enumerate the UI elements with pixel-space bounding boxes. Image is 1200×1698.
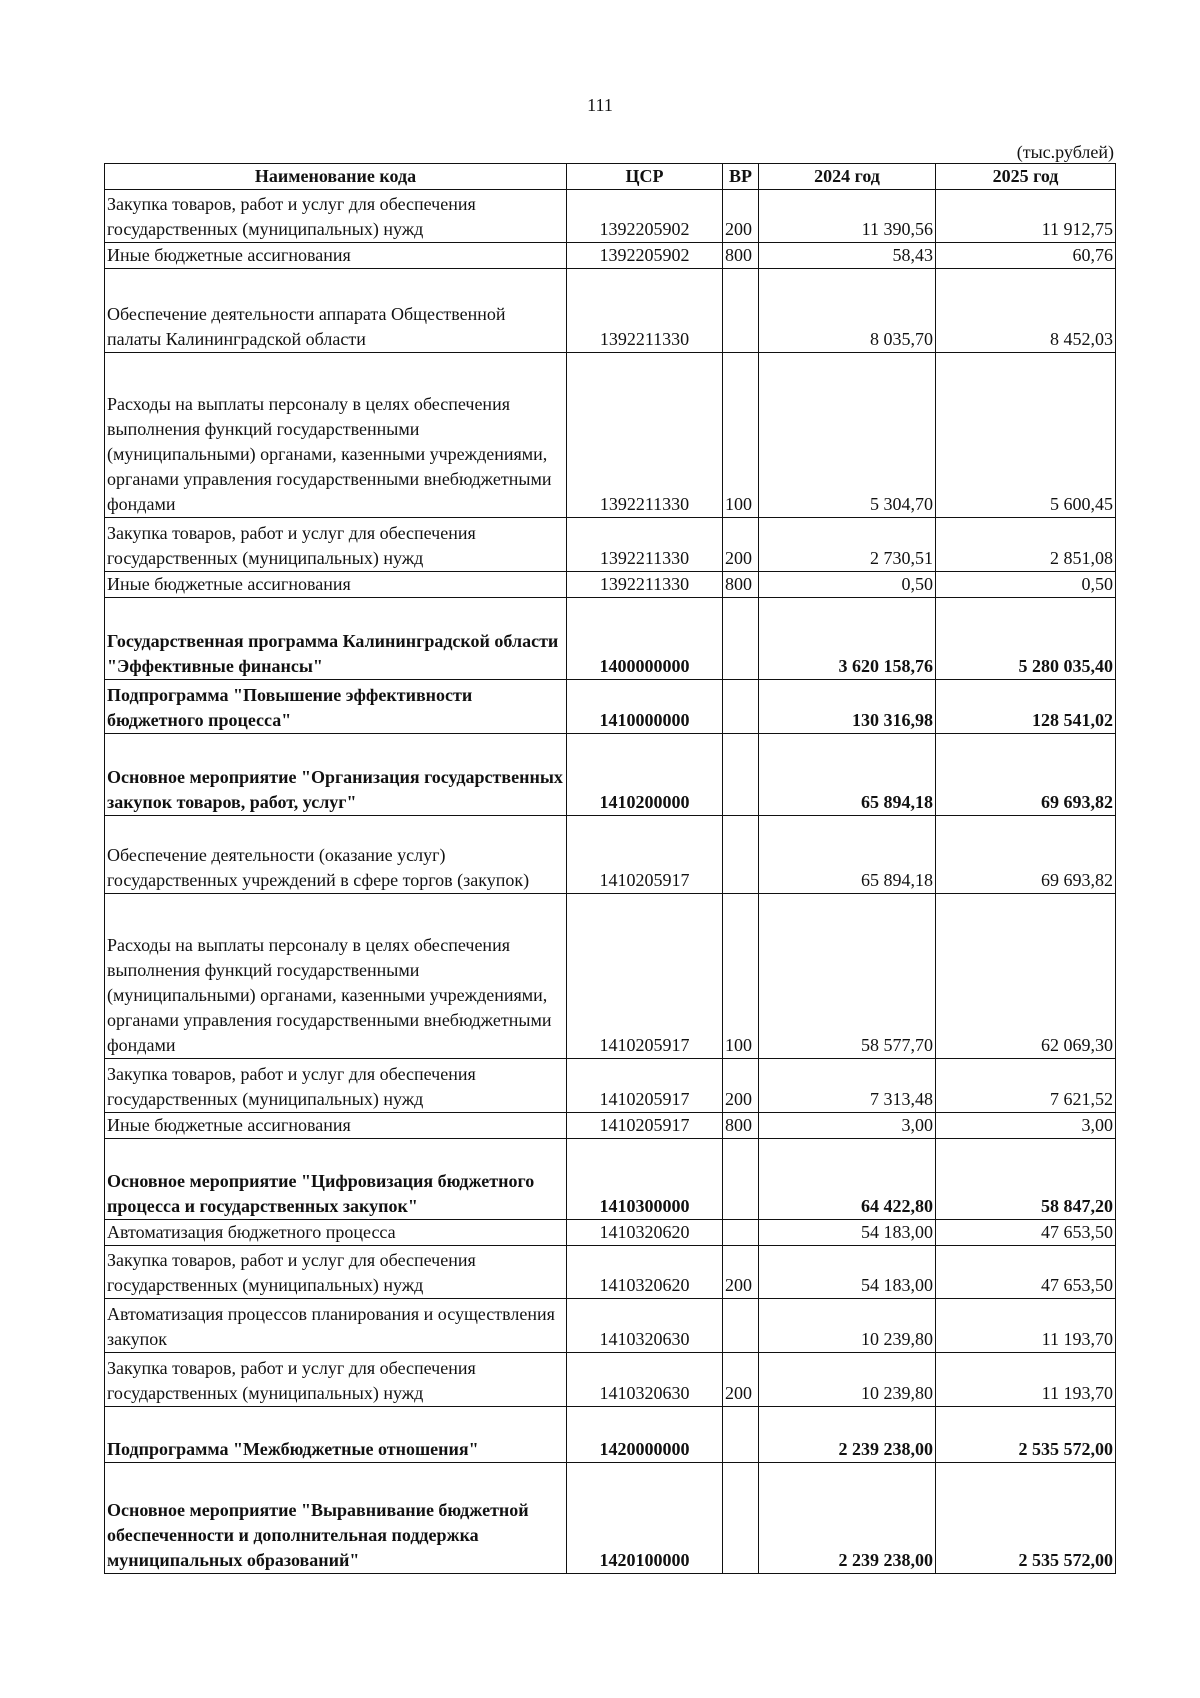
row-vr: 200 xyxy=(723,1059,759,1113)
row-name: Обеспечение деятельности аппарата Общественной палаты Калининградской области xyxy=(105,269,567,353)
row-name: Обеспечение деятельности (оказание услуг) государственных учреждений в сфере торгов (закупок) xyxy=(105,816,567,894)
table-row xyxy=(105,243,1116,269)
row-2025: 128 541,02 xyxy=(936,680,1116,734)
row-csr: 1392211330 xyxy=(567,269,723,353)
table-row xyxy=(105,1139,1116,1220)
table-row xyxy=(105,734,1116,816)
row-name: Закупка товаров, работ и услуг для обеспечения государственных (муниципальных) нужд xyxy=(105,1353,567,1407)
header-2024: 2024 год xyxy=(759,164,936,190)
table-row xyxy=(105,353,1116,518)
page-number: 111 xyxy=(587,95,613,115)
row-2025: 2 535 572,00 xyxy=(936,1407,1116,1463)
row-2024: 5 304,70 xyxy=(759,353,936,518)
row-2025: 2 851,08 xyxy=(936,518,1116,572)
row-csr: 1410205917 xyxy=(567,1059,723,1113)
row-2025: 3,00 xyxy=(936,1113,1116,1139)
row-csr: 1410320630 xyxy=(567,1353,723,1407)
table-row xyxy=(105,269,1116,353)
row-vr: 800 xyxy=(723,1113,759,1139)
row-name: Подпрограмма "Повышение эффективности бюджетного процесса" xyxy=(105,680,567,734)
row-2025: 58 847,20 xyxy=(936,1139,1116,1220)
row-2025: 47 653,50 xyxy=(936,1220,1116,1246)
row-vr xyxy=(723,1299,759,1353)
row-vr xyxy=(723,598,759,680)
row-vr xyxy=(723,680,759,734)
row-2024: 3,00 xyxy=(759,1113,936,1139)
row-csr: 1392211330 xyxy=(567,572,723,598)
row-2024: 0,50 xyxy=(759,572,936,598)
table-row xyxy=(105,572,1116,598)
row-2025: 5 280 035,40 xyxy=(936,598,1116,680)
row-csr: 1420000000 xyxy=(567,1407,723,1463)
table-row xyxy=(105,894,1116,1059)
row-2024: 2 730,51 xyxy=(759,518,936,572)
row-2024: 58,43 xyxy=(759,243,936,269)
row-csr: 1410205917 xyxy=(567,1113,723,1139)
row-name: Закупка товаров, работ и услуг для обеспечения государственных (муниципальных) нужд xyxy=(105,518,567,572)
row-2025: 8 452,03 xyxy=(936,269,1116,353)
row-vr xyxy=(723,1463,759,1574)
row-vr xyxy=(723,816,759,894)
row-csr: 1410320630 xyxy=(567,1299,723,1353)
row-2024: 65 894,18 xyxy=(759,816,936,894)
row-csr: 1392205902 xyxy=(567,243,723,269)
row-name: Расходы на выплаты персоналу в целях обеспечения выполнения функций государственными (муниципальными) органами, казенными учреждениями, органами управления государственными внебюджетными фондами xyxy=(105,353,567,518)
header-2025: 2025 год xyxy=(936,164,1116,190)
row-2024: 10 239,80 xyxy=(759,1299,936,1353)
table-header-row xyxy=(105,164,1116,190)
row-2024: 7 313,48 xyxy=(759,1059,936,1113)
row-vr: 200 xyxy=(723,1353,759,1407)
row-2024: 3 620 158,76 xyxy=(759,598,936,680)
row-name: Закупка товаров, работ и услуг для обеспечения государственных (муниципальных) нужд xyxy=(105,1059,567,1113)
table-row xyxy=(105,680,1116,734)
row-name: Основное мероприятие "Организация государственных закупок товаров, работ, услуг" xyxy=(105,734,567,816)
header-vr: ВР xyxy=(723,164,759,190)
row-name: Подпрограмма "Межбюджетные отношения" xyxy=(105,1407,567,1463)
row-2024: 2 239 238,00 xyxy=(759,1407,936,1463)
row-2025: 11 912,75 xyxy=(936,190,1116,243)
row-2025: 47 653,50 xyxy=(936,1246,1116,1299)
row-name: Основное мероприятие "Выравнивание бюджетной обеспеченности и дополнительная поддержка муниципальных образований" xyxy=(105,1463,567,1574)
table-row xyxy=(105,1407,1116,1463)
row-2025: 69 693,82 xyxy=(936,734,1116,816)
table-row xyxy=(105,518,1116,572)
row-csr: 1392205902 xyxy=(567,190,723,243)
row-csr: 1410000000 xyxy=(567,680,723,734)
row-vr: 200 xyxy=(723,518,759,572)
row-vr: 200 xyxy=(723,190,759,243)
row-2025: 2 535 572,00 xyxy=(936,1463,1116,1574)
row-2024: 11 390,56 xyxy=(759,190,936,243)
row-vr xyxy=(723,1407,759,1463)
row-2025: 60,76 xyxy=(936,243,1116,269)
row-name: Государственная программа Калининградской области "Эффективные финансы" xyxy=(105,598,567,680)
row-csr: 1410300000 xyxy=(567,1139,723,1220)
table-row xyxy=(105,1220,1116,1246)
table-row xyxy=(105,598,1116,680)
row-csr: 1420100000 xyxy=(567,1463,723,1574)
table-row xyxy=(105,1299,1116,1353)
row-2024: 8 035,70 xyxy=(759,269,936,353)
row-name: Закупка товаров, работ и услуг для обеспечения государственных (муниципальных) нужд xyxy=(105,190,567,243)
row-vr: 100 xyxy=(723,353,759,518)
row-2024: 130 316,98 xyxy=(759,680,936,734)
row-2025: 11 193,70 xyxy=(936,1299,1116,1353)
table-row xyxy=(105,1463,1116,1574)
row-2025: 0,50 xyxy=(936,572,1116,598)
row-2025: 11 193,70 xyxy=(936,1353,1116,1407)
row-name: Иные бюджетные ассигнования xyxy=(105,1113,567,1139)
row-csr: 1400000000 xyxy=(567,598,723,680)
row-vr xyxy=(723,734,759,816)
table-row xyxy=(105,1246,1116,1299)
row-2024: 64 422,80 xyxy=(759,1139,936,1220)
row-vr: 200 xyxy=(723,1246,759,1299)
row-csr: 1410205917 xyxy=(567,816,723,894)
row-2025: 7 621,52 xyxy=(936,1059,1116,1113)
header-csr: ЦСР xyxy=(567,164,723,190)
row-csr: 1392211330 xyxy=(567,518,723,572)
row-vr xyxy=(723,1139,759,1220)
row-2024: 58 577,70 xyxy=(759,894,936,1059)
row-2025: 5 600,45 xyxy=(936,353,1116,518)
row-csr: 1410200000 xyxy=(567,734,723,816)
row-vr xyxy=(723,269,759,353)
row-2024: 65 894,18 xyxy=(759,734,936,816)
row-name: Иные бюджетные ассигнования xyxy=(105,243,567,269)
table-row xyxy=(105,816,1116,894)
row-2024: 54 183,00 xyxy=(759,1246,936,1299)
units-label: (тыс.рублей) xyxy=(1016,142,1114,162)
row-name: Расходы на выплаты персоналу в целях обеспечения выполнения функций государственными (муниципальными) органами, казенными учреждениями, органами управления государственными внебюджетными фондами xyxy=(105,894,567,1059)
row-name: Автоматизация процессов планирования и осуществления закупок xyxy=(105,1299,567,1353)
row-2024: 2 239 238,00 xyxy=(759,1463,936,1574)
table-row xyxy=(105,1059,1116,1113)
row-csr: 1410205917 xyxy=(567,894,723,1059)
table-row xyxy=(105,190,1116,243)
table-row xyxy=(105,1353,1116,1407)
header-name: Наименование кода xyxy=(105,164,567,190)
row-vr: 800 xyxy=(723,572,759,598)
table-row xyxy=(105,1113,1116,1139)
row-vr: 800 xyxy=(723,243,759,269)
row-2024: 10 239,80 xyxy=(759,1353,936,1407)
row-name: Автоматизация бюджетного процесса xyxy=(105,1220,567,1246)
row-vr: 100 xyxy=(723,894,759,1059)
row-vr xyxy=(723,1220,759,1246)
row-name: Закупка товаров, работ и услуг для обеспечения государственных (муниципальных) нужд xyxy=(105,1246,567,1299)
row-csr: 1410320620 xyxy=(567,1246,723,1299)
row-csr: 1392211330 xyxy=(567,353,723,518)
row-name: Основное мероприятие "Цифровизация бюджетного процесса и государственных закупок" xyxy=(105,1139,567,1220)
budget-table xyxy=(104,163,1116,1574)
row-2025: 62 069,30 xyxy=(936,894,1116,1059)
row-2025: 69 693,82 xyxy=(936,816,1116,894)
row-name: Иные бюджетные ассигнования xyxy=(105,572,567,598)
row-csr: 1410320620 xyxy=(567,1220,723,1246)
row-2024: 54 183,00 xyxy=(759,1220,936,1246)
